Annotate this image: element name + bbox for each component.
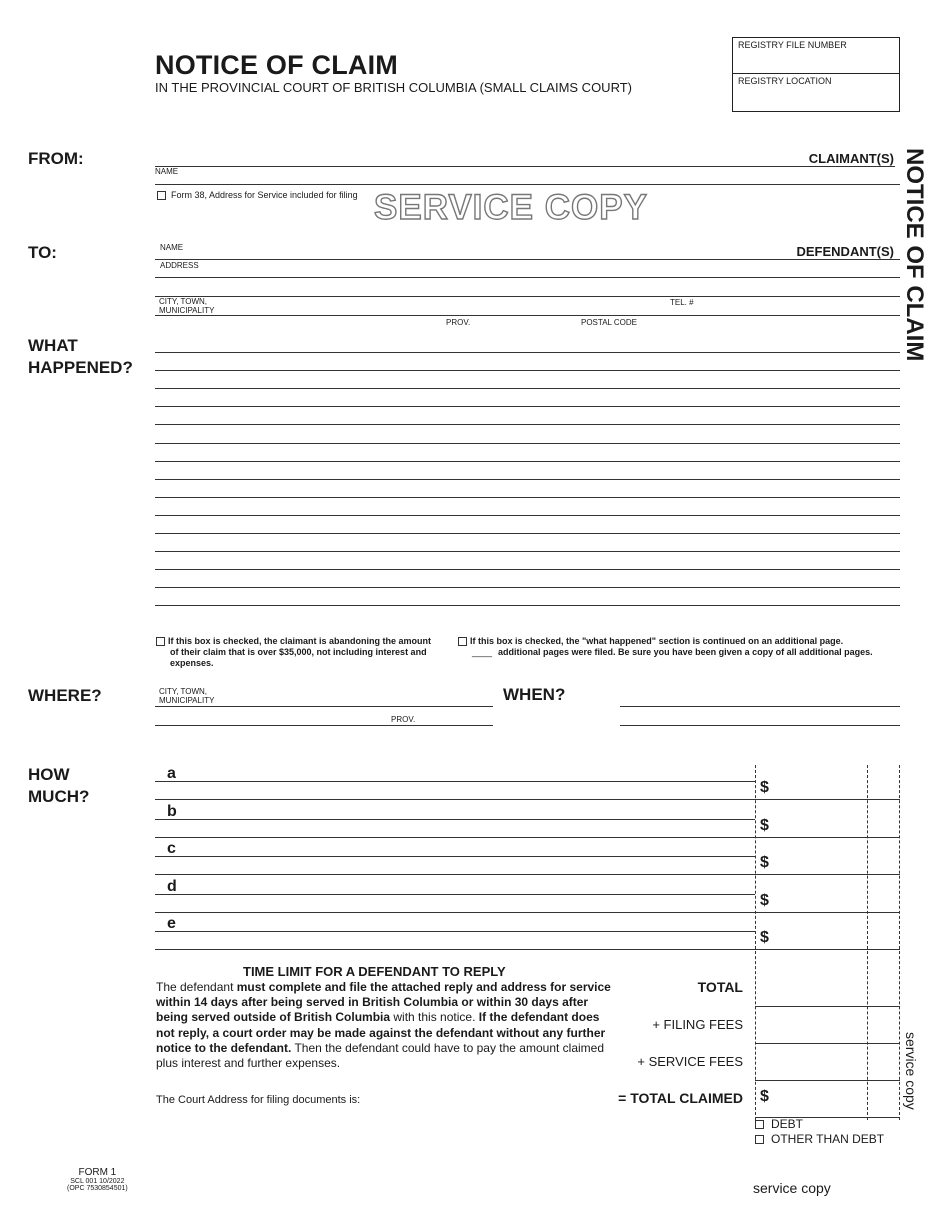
what-happened-line[interactable] xyxy=(155,424,900,425)
continued-option[interactable] xyxy=(458,636,873,658)
how-much-item-letter: c xyxy=(167,840,176,857)
registry-location-field[interactable] xyxy=(733,74,899,110)
how-much-currency: $ xyxy=(760,854,769,871)
registry-location-label: REGISTRY LOCATION xyxy=(738,76,832,86)
debt-label: DEBT xyxy=(771,1117,804,1131)
form38-option[interactable] xyxy=(157,190,358,200)
time-limit-title: TIME LIMIT FOR A DEFENDANT TO REPLY xyxy=(243,964,506,979)
amount-divider-left xyxy=(755,765,756,1120)
continued-text-1: If this box is checked, the "what happened" section is continued on an additional page. xyxy=(470,636,844,646)
city-label xyxy=(159,297,214,315)
defendant-name-line[interactable] xyxy=(155,259,900,260)
time-limit-text-1: The defendant xyxy=(156,980,237,994)
address-line-1[interactable] xyxy=(155,277,900,278)
time-limit-bold-2: If the defendant does not reply, a court order may be made against the defendant without any further notice to the defendant. xyxy=(156,1010,606,1055)
registry-file-number-field[interactable] xyxy=(733,38,899,74)
what-happened-label xyxy=(28,335,133,379)
what-happened-line[interactable] xyxy=(155,479,900,480)
what-happened-line[interactable] xyxy=(155,461,900,462)
what-happened-line[interactable] xyxy=(155,533,900,534)
side-title: NOTICE OF CLAIM xyxy=(901,148,928,362)
tel-label: TEL. # xyxy=(670,298,694,307)
other-than-debt-option[interactable] xyxy=(755,1132,884,1146)
additional-pages-blank[interactable]: ____ xyxy=(472,647,493,657)
form38-checkbox[interactable] xyxy=(157,191,166,200)
debt-option[interactable] xyxy=(755,1117,803,1131)
how-much-currency: $ xyxy=(760,779,769,796)
how-much-item-letter: b xyxy=(167,802,177,820)
total-claimed-label: = TOTAL CLAIMED xyxy=(618,1090,743,1106)
when-line-2[interactable] xyxy=(620,725,900,726)
abandon-text-1: If this box is checked, the claimant is abandoning the amount xyxy=(168,636,432,646)
time-limit-text-3: Then the defendant could have to pay the amount claimed plus interest and further expenses. xyxy=(156,1040,605,1071)
how-much-currency: $ xyxy=(760,929,769,946)
service-copy-stamp: SERVICE COPY xyxy=(374,188,648,227)
what-happened-line[interactable] xyxy=(155,370,900,371)
amount-divider-right xyxy=(899,765,900,1120)
continued-text xyxy=(470,636,873,658)
how-much-amount-line[interactable] xyxy=(155,874,900,875)
what-happened-line[interactable] xyxy=(155,587,900,588)
what-happened-line[interactable] xyxy=(155,605,900,606)
what-happened-line[interactable] xyxy=(155,352,900,353)
continued-text-2: additional pages were filed. Be sure you have been given a copy of all additional pages. xyxy=(498,647,873,657)
other-than-debt-label: OTHER THAN DEBT xyxy=(771,1132,885,1146)
registry-box xyxy=(732,37,900,112)
claimant-line-2[interactable] xyxy=(155,184,900,185)
abandon-option[interactable] xyxy=(156,636,431,669)
how-much-item-letter: e xyxy=(167,915,176,932)
how-much-item-letter: d xyxy=(167,877,177,895)
defendant-name-label: NAME xyxy=(160,243,184,252)
how-much-label-1: HOW xyxy=(28,765,70,784)
claimant-role: CLAIMANT(S) xyxy=(808,151,894,166)
filing-fees-line[interactable] xyxy=(755,1043,900,1044)
how-much-item-letter: a xyxy=(167,765,176,782)
what-happened-line[interactable] xyxy=(155,569,900,570)
what-happened-line[interactable] xyxy=(155,497,900,498)
service-fees-label: + SERVICE FEES xyxy=(637,1054,743,1069)
continued-checkbox[interactable] xyxy=(458,637,467,646)
how-much-item-line[interactable] xyxy=(155,931,755,932)
when-label: WHEN? xyxy=(503,685,566,704)
abandon-text xyxy=(168,636,431,669)
postal-code-label: POSTAL CODE xyxy=(581,318,638,327)
address-label: ADDRESS xyxy=(160,261,199,270)
city-label-line-1: CITY, TOWN, xyxy=(159,297,208,306)
where-label: WHERE? xyxy=(28,686,102,705)
what-happened-line[interactable] xyxy=(155,515,900,516)
how-much-currency: $ xyxy=(760,891,769,909)
form-title: NOTICE OF CLAIM xyxy=(155,50,398,80)
form-id xyxy=(67,1167,128,1192)
form-number: FORM 1 xyxy=(78,1167,117,1178)
form-code: SCL 001 10/2022 xyxy=(70,1178,125,1185)
service-fees-line[interactable] xyxy=(755,1080,900,1081)
abandon-text-3: expenses. xyxy=(170,658,214,668)
amount-divider-cents xyxy=(867,765,868,1120)
where-city-label-2: MUNICIPALITY xyxy=(159,696,215,705)
where-city-label xyxy=(159,687,214,705)
claimant-name-label: NAME xyxy=(155,167,179,176)
how-much-item-line[interactable] xyxy=(155,894,755,895)
where-prov-line[interactable] xyxy=(155,725,493,726)
how-much-item-line[interactable] xyxy=(155,856,755,857)
what-happened-label-2: HAPPENED? xyxy=(28,358,133,377)
time-limit-bold-1: must complete and file the attached reply and address for service within 14 days after being served in British Columbia or within 30 days after being served outside of British Columbia xyxy=(156,980,611,1025)
defendant-role: DEFENDANT(S) xyxy=(796,244,894,259)
where-city-line[interactable] xyxy=(155,706,493,707)
how-much-label-2: MUCH? xyxy=(28,787,90,806)
how-much-currency: $ xyxy=(760,816,769,834)
where-prov-label: PROV. xyxy=(391,715,416,724)
time-limit-text-2: with this notice. xyxy=(390,1010,479,1025)
form38-label: Form 38, Address for Service included for filing xyxy=(171,190,358,200)
what-happened-label-1: WHAT xyxy=(28,336,78,355)
where-city-label-1: CITY, TOWN, xyxy=(159,687,208,696)
what-happened-line[interactable] xyxy=(155,406,900,407)
how-much-amount-line[interactable] xyxy=(155,949,900,950)
filing-fees-label: + FILING FEES xyxy=(652,1017,743,1032)
form-opc: (OPC 7530854501) xyxy=(67,1185,128,1192)
side-service-copy: service copy xyxy=(903,1032,919,1110)
total-label: TOTAL xyxy=(697,979,743,995)
how-much-label xyxy=(28,764,89,808)
registry-file-number-label: REGISTRY FILE NUMBER xyxy=(738,40,847,50)
time-limit-body xyxy=(156,980,612,1071)
footer-service-copy: service copy xyxy=(753,1180,831,1196)
from-label: FROM: xyxy=(28,149,84,168)
city-label-line-2: MUNICIPALITY xyxy=(159,306,215,315)
how-much-amount-line[interactable] xyxy=(155,799,900,800)
what-happened-line[interactable] xyxy=(155,551,900,552)
prov-label: PROV. xyxy=(446,318,471,327)
city-line[interactable] xyxy=(155,315,900,316)
claimant-name-line[interactable] xyxy=(155,166,895,167)
how-much-amount-line[interactable] xyxy=(155,912,900,913)
when-line-1[interactable] xyxy=(620,706,900,707)
total-line[interactable] xyxy=(755,1006,900,1007)
what-happened-line[interactable] xyxy=(155,443,900,444)
how-much-amount-line[interactable] xyxy=(155,837,900,838)
to-label: TO: xyxy=(28,243,57,262)
how-much-item-line[interactable] xyxy=(155,819,755,820)
debt-checkbox[interactable] xyxy=(755,1120,764,1129)
court-address-label: The Court Address for filing documents is: xyxy=(156,1094,361,1106)
form-subtitle: IN THE PROVINCIAL COURT OF BRITISH COLUMBIA (SMALL CLAIMS COURT) xyxy=(155,80,632,95)
abandon-text-2: of their claim that is over $35,000, not including interest and xyxy=(170,647,427,657)
what-happened-line[interactable] xyxy=(155,388,900,389)
address-line-2[interactable] xyxy=(155,296,900,297)
how-much-item-line[interactable] xyxy=(155,781,755,782)
abandon-checkbox[interactable] xyxy=(156,637,165,646)
other-than-debt-checkbox[interactable] xyxy=(755,1135,764,1144)
total-claimed-currency: $ xyxy=(760,1088,769,1105)
